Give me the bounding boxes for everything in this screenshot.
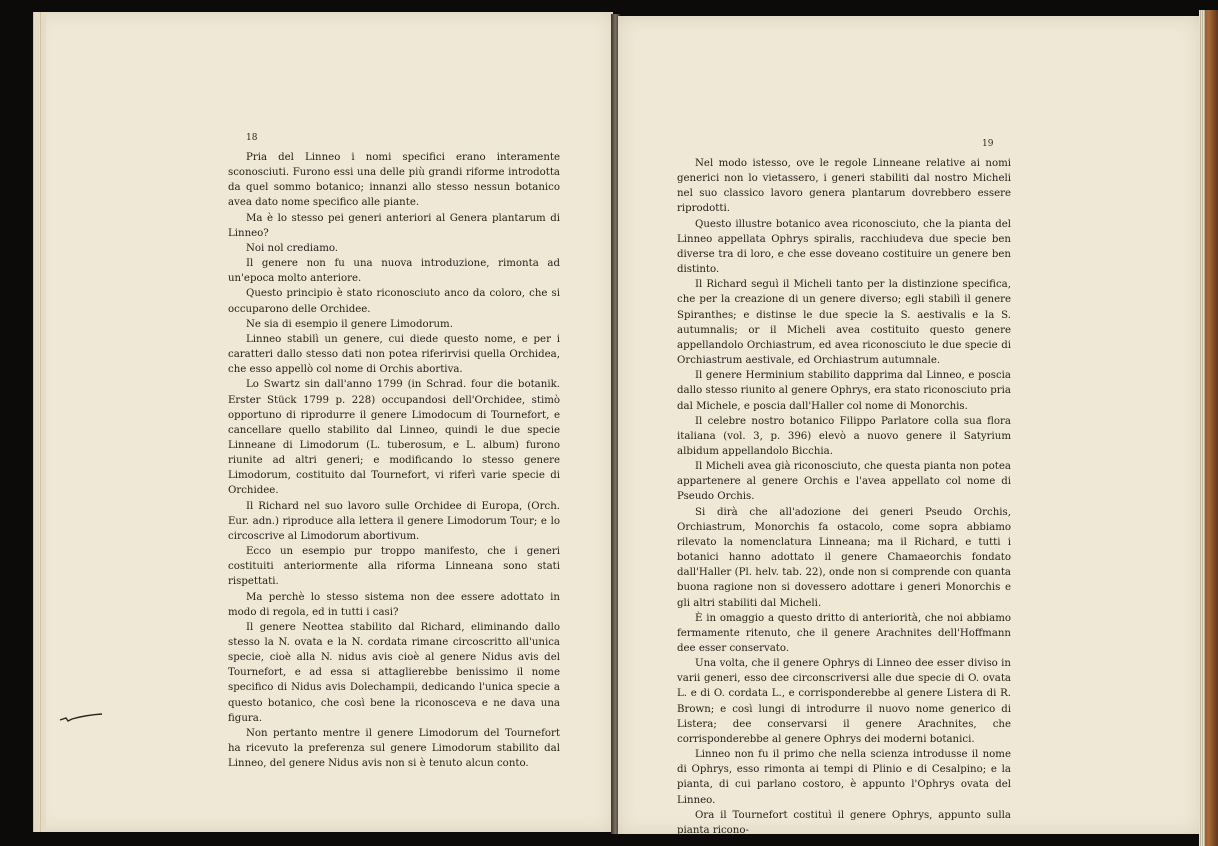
right-page-number: 19 (982, 139, 994, 149)
left-page-edge-2 (40, 12, 46, 832)
left-page-number: 18 (246, 133, 258, 143)
paragraph: Si dirà che all'adozione dei generi Pseudo Orchis, Orchiastrum, Monorchis fa ostacolo, come sopra abbiamo rilevato la nomenclatura Linneana; ma il Richard, e tutti i botanici hanno adottato il genere Chamaeorchis fondato dall'Haller (Pl. helv. tab. 22), onde non si comprende con quanta buona ragione non si dovessero adottare i generi Monorchis e gli altri stabiliti dal Micheli. (677, 506, 1011, 609)
paragraph: Questo illustre botanico avea riconosciuto, che la pianta del Linneo appellata Ophrys spiralis, racchiudeva due specie ben diverse tra di loro, e che esse doveano costituire un genere ben distinto. (677, 218, 1011, 276)
paragraph: È in omaggio a questo dritto di anteriorità, che noi abbiamo fermamente ritenuto, che il genere Arachnites dell'Hoffmann dee esser conservato. (677, 612, 1011, 654)
paragraph: Ecco un esempio pur troppo manifesto, che i generi costituiti anteriormente alla riforma Linneana sono stati rispettati. (228, 546, 560, 588)
paragraph: Il Richard nel suo lavoro sulle Orchidee di Europa, (Orch. Eur. adn.) riproduce alla lettera il genere Limodorum Tour; e lo circoscrive al Limodorum abortivum. (228, 500, 560, 542)
paragraph: Nel modo istesso, ove le regole Linneane relative ai nomi generici non lo vietassero, i generi stabiliti dal nostro Micheli nel suo classico lavoro genera plantarum dovrebbero essere riprodotti. (677, 158, 1011, 215)
paragraph: Una volta, che il genere Ophrys di Linneo dee esser diviso in varii generi, esso dee circonscriversi alle due specie di O. ovata L. e di O. cordata L., e corrisponderebbe al genere Listera di R. Brown; e così lungi di introdurre il nuovo nome generico di Listera; dee conservarsi il genere Arachnites, che corrisponderebbe al genere Ophrys dei moderni botanici. (677, 658, 1011, 745)
paragraph: Ora il Tournefort costituì il genere Ophrys, appunto sulla pianta ricono- (677, 809, 1011, 836)
paragraph: Ma è lo stesso pei generi anteriori al Genera plantarum di Linneo? (228, 212, 560, 239)
paragraph: Ma perchè lo stesso sistema non dee essere adottato in modo di regola, ed in tutti i casi? (228, 591, 560, 618)
book-cover-edge (1199, 10, 1218, 846)
paragraph: Il genere Neottea stabilito dal Richard, eliminando dallo stesso la N. ovata e la N. cordata rimane circoscritto all'unica specie, cioè alla N. nidus avis cioè al genere Nidus avis del Tournefort, e ad essa si attaglierebbe benissimo il nome specifico di Nidus avis Dolechampii, dedicando l'unica specie a questo botanico, che così bene la riconosceva e ne dava una figura. (228, 621, 560, 724)
paragraph: Noi nol crediamo. (246, 242, 339, 254)
paragraph: Il Richard seguì il Micheli tanto per la distinzione specifica, che per la creazione di un genere diverso; egli stabilì il genere Spiranthes; e distinse le due specie la S. aestivalis e la S. autumnalis; or il Micheli avea costituito questo genere appellandolo Orchiastrum, ed avea riconosciuto le due specie di Orchiastrum aestivale, ed Orchiastrum autumnale. (677, 279, 1011, 367)
paragraph: Non pertanto mentre il genere Limodorum del Tournefort ha ricevuto la preferenza sul genere Limodorum stabilito dal Linneo, del genere Nidus avis non si è tenuto alcun conto. (228, 727, 560, 770)
paragraph: Lo Swartz sin dall'anno 1799 (in Schrad. four die botanik. Erster Stück 1799 p. 228) occupandosi dell'Orchidee, stimò opportuno di riprodurre il genere Limodocum di Tournefort, e cancellare quello stabilito dal Linneo, quindi le due specie Linneane di Limodorum (L. tuberosum, e L. album) furono riunite ad altri generi; e modificando lo stesso genere Limodorum, costituito dal Tournefort, vi riferì varie specie di Orchidee. (228, 379, 560, 497)
paragraph: Pria del Linneo i nomi specifici erano interamente sconosciuti. Furono essi una delle più grandi riforme introdotta da quel sommo botanico; innanzi allo stesso nessun botanico avea dato nome specifico alle piante. (228, 152, 560, 209)
paragraph: Linneo stabilì un genere, cui diede questo nome, e per i caratteri dallo stesso dati non potea riferirvisi quella Orchidea, che esso appellò col nome di Orchis abortiva. (228, 333, 560, 376)
paragraph: Questo principio è stato riconosciuto anco da coloro, che si occuparono delle Orchidee. (228, 288, 560, 315)
left-page-text (228, 150, 560, 771)
paragraph: Ne sia di esempio il genere Limodorum. (246, 318, 453, 330)
right-page-text (677, 156, 1011, 838)
paragraph: Il Micheli avea già riconosciuto, che questa pianta non potea appartenere al genere Orchis e l'avea appellato col nome di Pseudo Orchis. (677, 461, 1011, 503)
paragraph: Linneo non fu il primo che nella scienza introdusse il nome di Ophrys, esso rimonta ai tempi di Plinio e di Cesalpino; e la pianta, di cui parlano costoro, è appunto l'Ophrys ovata del Linneo. (677, 749, 1011, 806)
paragraph: Il genere Herminium stabilito dapprima dal Linneo, e poscia dallo stesso riunito al genere Ophrys, era stato riconosciuto pria dal Michele, e poscia dall'Haller col nome di Monorchis. (677, 370, 1011, 412)
left-page-edge (33, 12, 39, 832)
paragraph: Il genere non fu una nuova introduzione, rimonta ad un'epoca molto anteriore. (228, 258, 560, 285)
ink-mark (58, 712, 104, 724)
paragraph: Il celebre nostro botanico Filippo Parlatore colla sua flora italiana (vol. 3, p. 396) elevò a nuovo genere il Satyrium albidum appellandolo Bicchia. (677, 415, 1011, 457)
